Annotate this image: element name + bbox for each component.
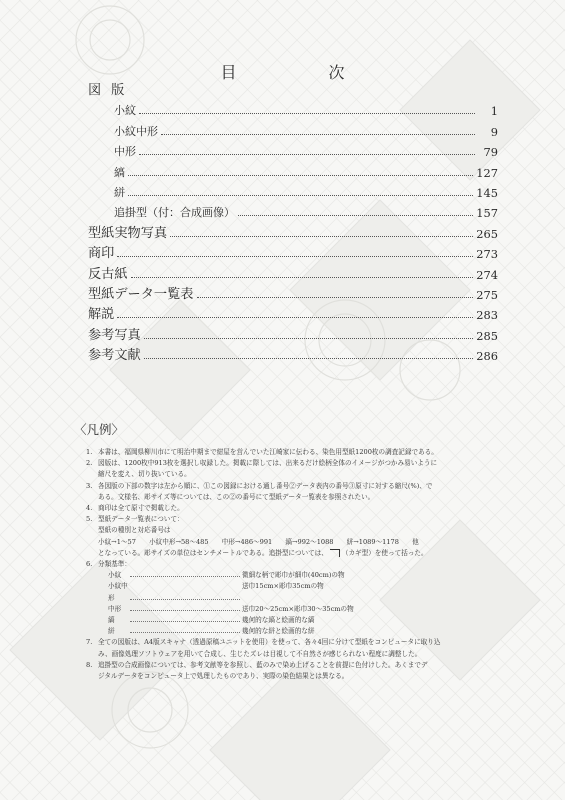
toc-page: 157 <box>476 206 498 221</box>
dot-leader <box>131 277 474 278</box>
toc-page: 283 <box>476 308 498 323</box>
class-row <box>86 581 506 603</box>
toc-section-zuhan[interactable] <box>88 80 498 98</box>
note-number: 1. <box>86 448 93 456</box>
class-value: 送巾15cm×彫巾35cmの物 <box>242 582 324 591</box>
note-item <box>86 481 506 492</box>
toc-label: 参考写真 <box>88 327 141 343</box>
note-text: ある。文様名、彫サイズ等については、この②の番号にて型紙データ一覧表を参照されたい。 <box>98 492 375 501</box>
dot-leader <box>197 297 474 298</box>
dot-leader <box>130 570 240 577</box>
toc-page: 274 <box>476 267 498 282</box>
note-text: 商印は全て原寸で掲載した。 <box>98 504 184 513</box>
dot-leader <box>130 615 240 622</box>
toc-item[interactable] <box>88 322 498 342</box>
table-of-contents <box>88 80 498 363</box>
note-item <box>86 559 506 570</box>
note-item <box>86 660 506 671</box>
note-item <box>86 458 506 469</box>
toc-label: 縞 <box>114 165 125 179</box>
note-text: 全ての図版は、A4版スキャナ（透過原稿ユニットを使用）を使って、各々4回に分けて型紙をコンピュータに取り込 <box>98 638 441 647</box>
toc-label: 中形 <box>114 145 136 159</box>
note-text: み、画像処理ソフトウェアを用いて合成し、生じたズレは目視して不自然さが感じられない程度に調整した。 <box>98 649 422 658</box>
note-number: 3. <box>86 481 93 490</box>
page-title: 目 次 <box>220 63 383 82</box>
toc-item[interactable] <box>88 220 498 240</box>
toc-page: 286 <box>476 349 498 364</box>
toc-page: 273 <box>476 247 498 262</box>
toc-item[interactable] <box>88 118 498 138</box>
note-number: 2. <box>86 459 93 468</box>
note-item <box>86 447 506 458</box>
toc-item[interactable] <box>88 241 498 261</box>
note-number: 4. <box>86 504 93 513</box>
toc-page: 265 <box>476 226 498 241</box>
note-text: 型紙データ一覧表について： <box>98 515 184 524</box>
class-key: 小紋 <box>108 571 122 580</box>
note-item <box>86 637 506 648</box>
note-number: 5. <box>86 515 93 524</box>
note-text: 図版は、1200枚中913枚を選択し収録した。掲載に際しては、出来るだけ絵柄全体のイメージがつかみ易いように <box>98 459 438 468</box>
dot-leader <box>128 195 473 196</box>
dot-leader <box>144 358 474 359</box>
note-text: 型紙の種別と対応番号は <box>98 526 171 535</box>
note-text: ジタルデータをコンピュータ上で処理したものであり、実際の染色結果とは異なる。 <box>98 672 349 681</box>
toc-item[interactable] <box>88 159 498 179</box>
note-number: 8. <box>86 660 93 669</box>
class-row <box>86 626 506 637</box>
class-value: 幾何的な縞と絵画的な縞 <box>242 616 315 625</box>
toc-page: 275 <box>476 287 498 302</box>
note-number: 6. <box>86 560 93 569</box>
toc-item[interactable] <box>88 261 498 281</box>
class-value: 送巾20〜25cm×彫巾30〜35cmの物 <box>242 604 354 613</box>
toc-item[interactable] <box>88 343 498 363</box>
toc-page: 1 <box>490 104 498 119</box>
toc-label: 反古紙 <box>88 266 128 282</box>
class-value: 幾何的な絣と絵画的な絣 <box>242 627 315 636</box>
dot-leader <box>144 338 474 339</box>
legend-heading: 〈凡例〉 <box>74 422 125 437</box>
toc-label: 図版 <box>88 83 135 98</box>
toc-item[interactable] <box>88 200 498 220</box>
toc-label: 型紙データ一覧表 <box>88 286 194 302</box>
toc-label: 型紙実物写真 <box>88 225 168 241</box>
toc-label: 商印 <box>88 246 115 262</box>
dot-leader <box>161 134 475 135</box>
toc-page: 9 <box>490 124 498 139</box>
class-row <box>86 570 506 581</box>
dot-leader <box>117 256 473 257</box>
toc-page: 285 <box>476 328 498 343</box>
dot-leader <box>130 604 240 611</box>
note-text: 追掛型の合成画像については、参考文献等を参照し、藍のみで染め上げることを前提に色付けした。あくまでデ <box>98 660 428 669</box>
note-text: 縮尺を変え、切り抜いている。 <box>98 470 191 479</box>
dot-leader <box>238 215 473 216</box>
toc-label: 小紋 <box>114 104 136 118</box>
class-row <box>86 615 506 626</box>
note-text <box>86 548 506 559</box>
class-value: 微細な柄で彫巾が細巾(40cm)の物 <box>242 571 345 580</box>
toc-label: 追掛型（付：合成画像） <box>114 206 235 220</box>
class-key: 絣 <box>108 627 115 636</box>
dot-leader <box>139 154 475 155</box>
toc-page: 127 <box>476 165 498 180</box>
toc-label: 参考文献 <box>88 348 141 364</box>
note-item <box>86 503 506 514</box>
toc-label: 絣 <box>114 185 125 199</box>
class-key: 小紋中形 <box>108 582 128 602</box>
class-row <box>86 604 506 615</box>
toc-label: 解説 <box>88 307 115 323</box>
bracket-icon <box>330 549 340 557</box>
class-key: 縞 <box>108 616 115 625</box>
toc-page: 145 <box>476 185 498 200</box>
dot-leader <box>117 317 473 318</box>
toc-item[interactable] <box>88 302 498 322</box>
toc-item[interactable] <box>88 98 498 118</box>
toc-item[interactable] <box>88 139 498 159</box>
class-key: 中形 <box>108 604 122 613</box>
note-item <box>86 514 506 525</box>
toc-page: 79 <box>483 145 498 160</box>
note-text: 分類基準： <box>98 560 131 569</box>
note-text-part: （カギ型）を使って括った。 <box>341 548 428 557</box>
note-text-part: となっている。彫サイズの単位はセンチメートルである。追掛型については、 <box>98 548 328 557</box>
toc-item[interactable] <box>88 282 498 302</box>
dot-leader <box>170 236 473 237</box>
dot-leader <box>128 175 473 176</box>
dot-leader <box>139 113 475 114</box>
toc-label: 小紋中形 <box>114 124 158 138</box>
toc-item[interactable] <box>88 180 498 200</box>
legend-notes <box>86 447 506 682</box>
note-text: 小紋→1〜57 小紋中形→58〜485 中形→486〜991 縞→992〜1088 絣→1089〜1178 他 <box>98 537 419 546</box>
dot-leader <box>130 581 240 599</box>
note-text: 各図版の下部の数字は左から順に、①この図録における通し番号②データ表内の番号③原寸に対する縮尺(%)、で <box>98 481 433 490</box>
note-number: 7. <box>86 638 93 647</box>
note-text: 本書は、福岡県柳川市にて明治中期まで紺屋を営んでいた江崎家に伝わる、染色用型紙1200枚の調査記録である。 <box>98 448 438 456</box>
dot-leader <box>130 626 240 633</box>
